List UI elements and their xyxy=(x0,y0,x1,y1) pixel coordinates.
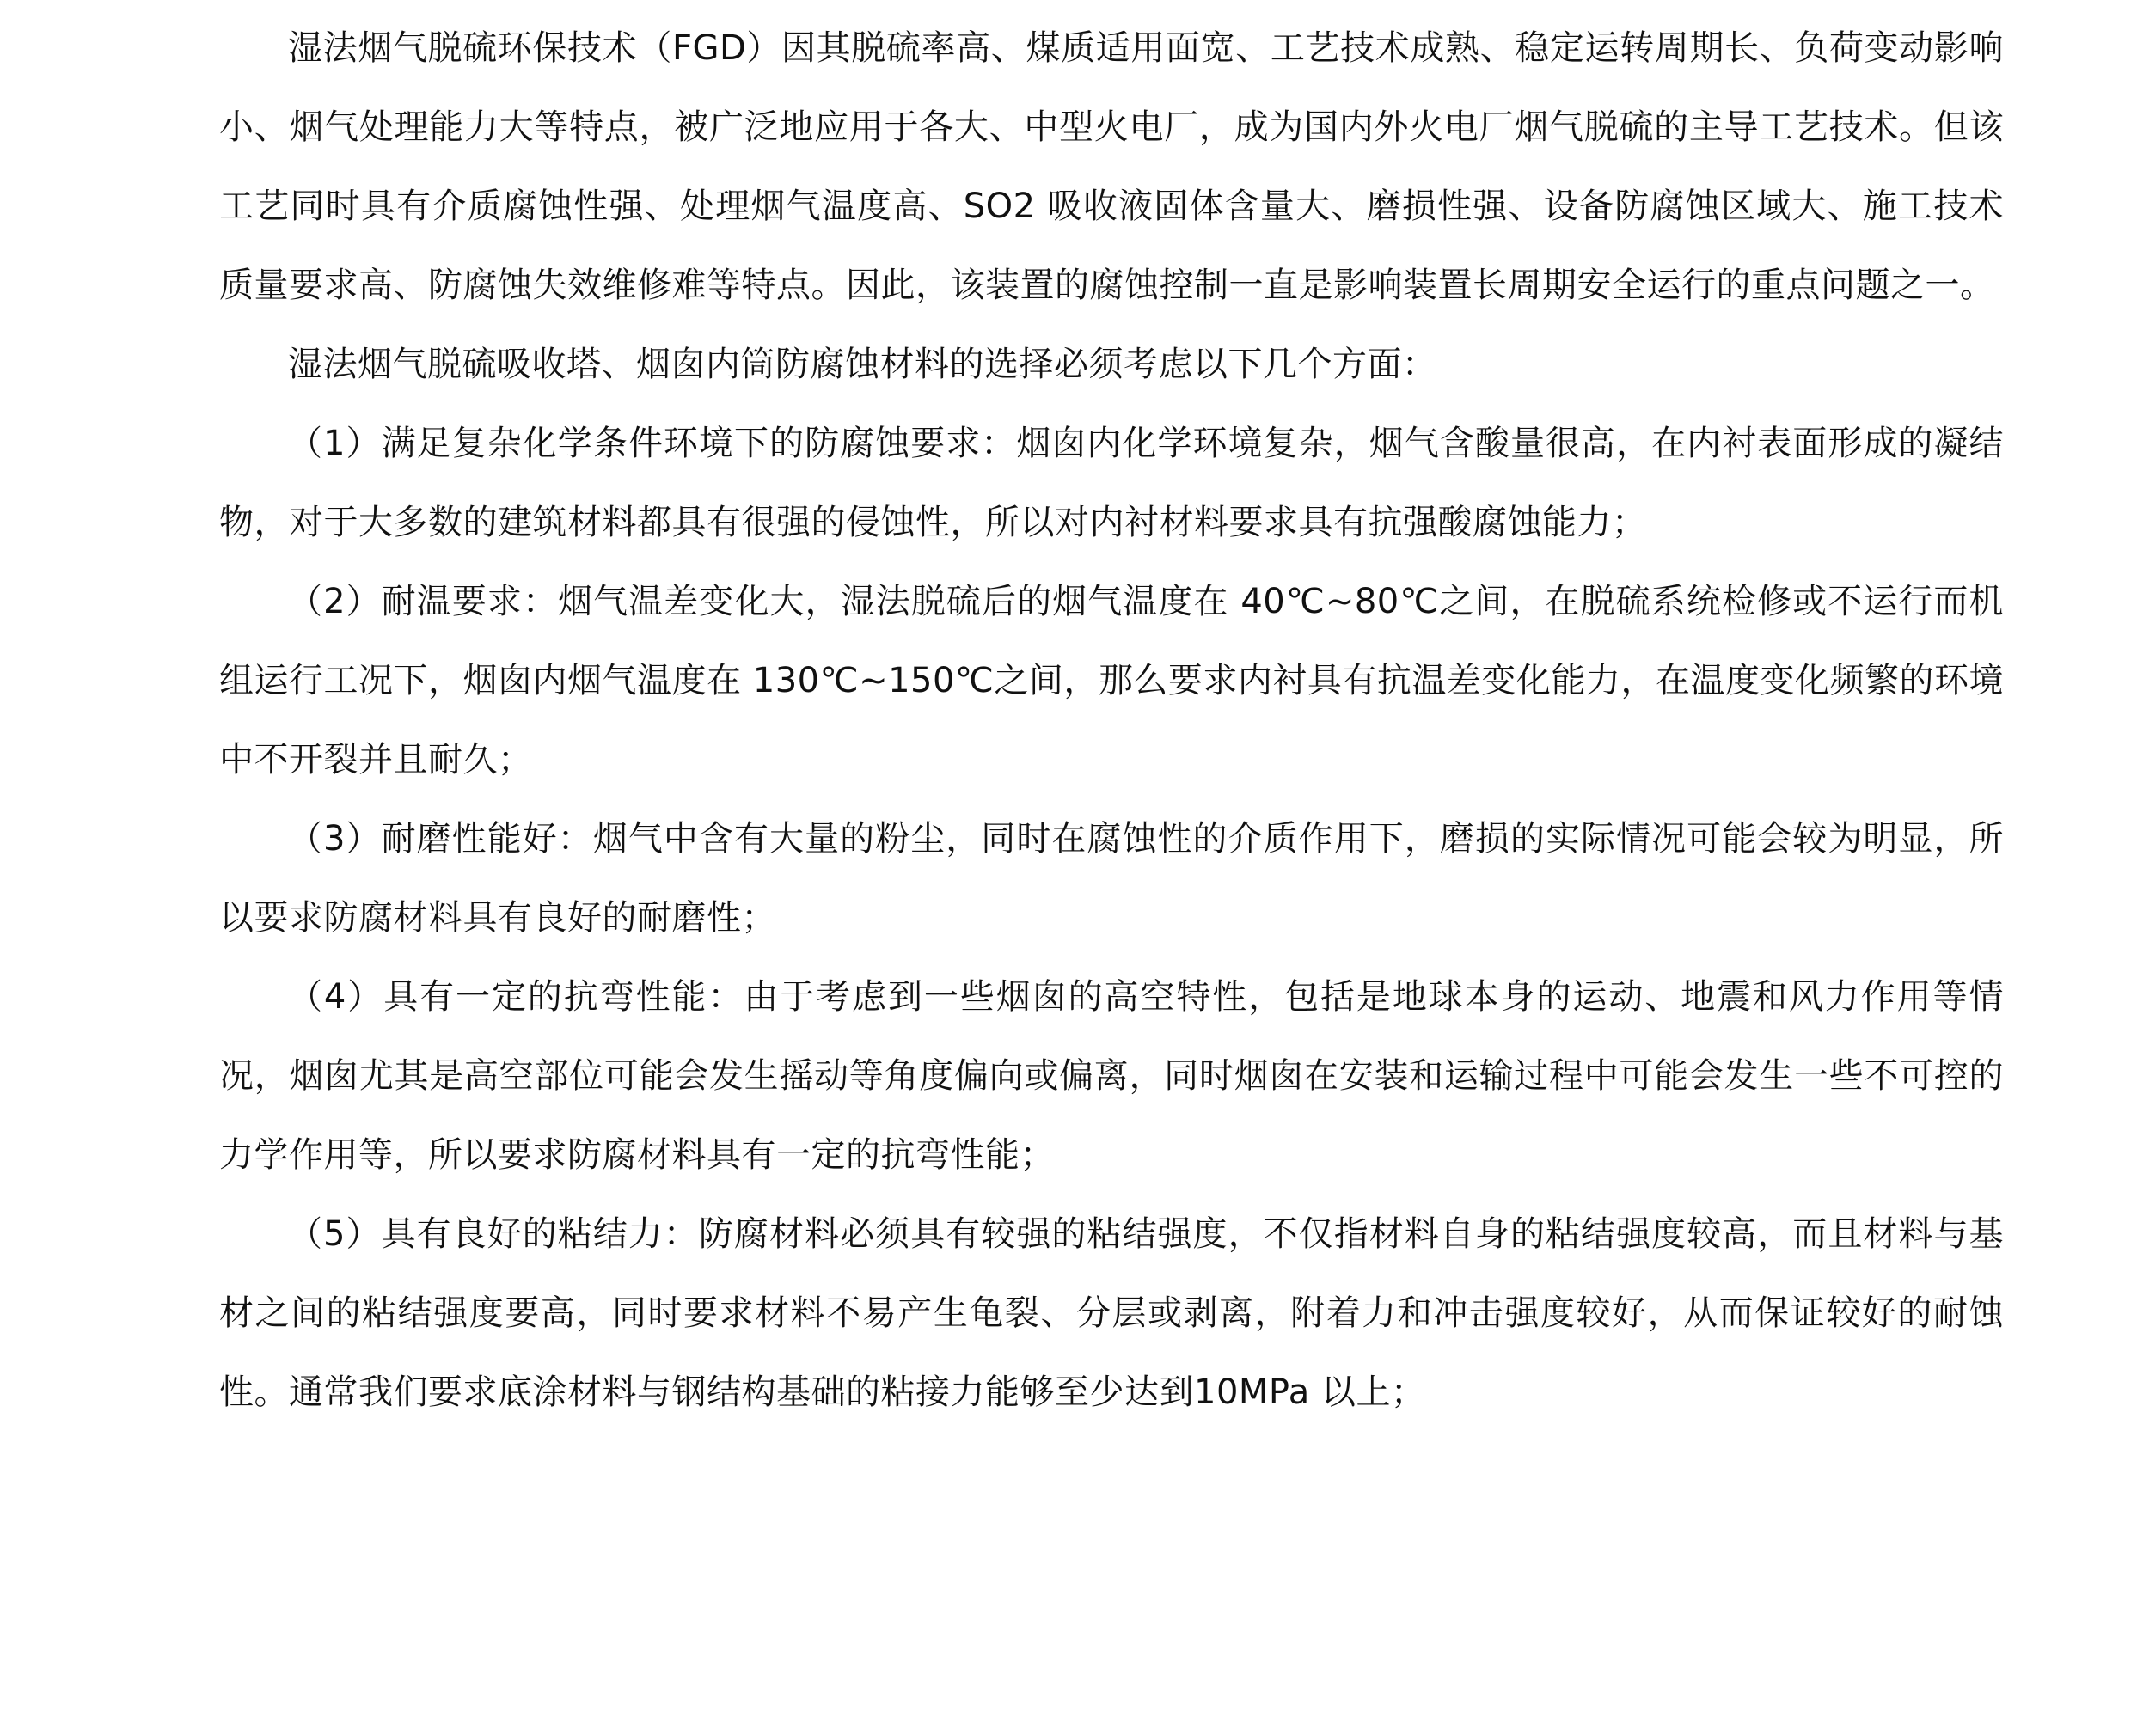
paragraph-item-4: （4）具有一定的抗弯性能：由于考虑到一些烟囱的高空特性，包括是地球本身的运动、地震和风力作用等情况，烟囱尤其是高空部位可能会发生摇动等角度偏向或偏离，同时烟囱在安装和运输过程中可能会发生一些不可控的力学作用等，所以要求防腐材料具有一定的抗弯性能； xyxy=(219,977,2004,1175)
paragraph-intro: 湿法烟气脱硫环保技术（FGD）因其脱硫率高、煤质适用面宽、工艺技术成熟、稳定运转周期长、负荷变动影响小、烟气处理能力大等特点，被广泛地应用于各大、中型火电厂，成为国内外火电厂烟气脱硫的主导工艺技术。但该工艺同时具有介质腐蚀性强、处理烟气温度高、SO2 吸收液固体含量大、磨损性强、设备防腐蚀区域大、施工技术质量要求高、防腐蚀失效维修难等特点。因此，该装置的腐蚀控制一直是影响装置长周期安全运行的重点问题之一。 xyxy=(219,28,2004,305)
paragraph-item-5: （5）具有良好的粘结力：防腐材料必须具有较强的粘结强度，不仅指材料自身的粘结强度较高，而且材料与基材之间的粘结强度要高，同时要求材料不易产生龟裂、分层或剥离，附着力和冲击强度较好，从而保证较好的耐蚀性。通常我们要求底涂材料与钢结构基础的粘接力能够至少达到10MPa 以上； xyxy=(219,1214,2004,1412)
paragraph-item-3: （3）耐磨性能好：烟气中含有大量的粉尘，同时在腐蚀性的介质作用下，磨损的实际情况可能会较为明显，所以要求防腐材料具有良好的耐磨性； xyxy=(219,819,2004,938)
paragraph-selection-criteria-lead: 湿法烟气脱硫吸收塔、烟囱内筒防腐蚀材料的选择必须考虑以下几个方面： xyxy=(288,345,1437,384)
paragraph-item-1: （1）满足复杂化学条件环境下的防腐蚀要求：烟囱内化学环境复杂，烟气含酸量很高，在内衬表面形成的凝结物，对于大多数的建筑材料都具有很强的侵蚀性，所以对内衬材料要求具有抗强酸腐蚀能力； xyxy=(219,424,2004,542)
paragraph-item-2: （2）耐温要求：烟气温差变化大，湿法脱硫后的烟气温度在 40℃~80℃之间，在脱硫系统检修或不运行而机组运行工况下，烟囱内烟气温度在 130℃~150℃之间，那么要求内衬具有抗温差变化能力，在温度变化频繁的环境中不开裂并且耐久； xyxy=(219,582,2004,779)
document-body xyxy=(219,9,2004,1432)
